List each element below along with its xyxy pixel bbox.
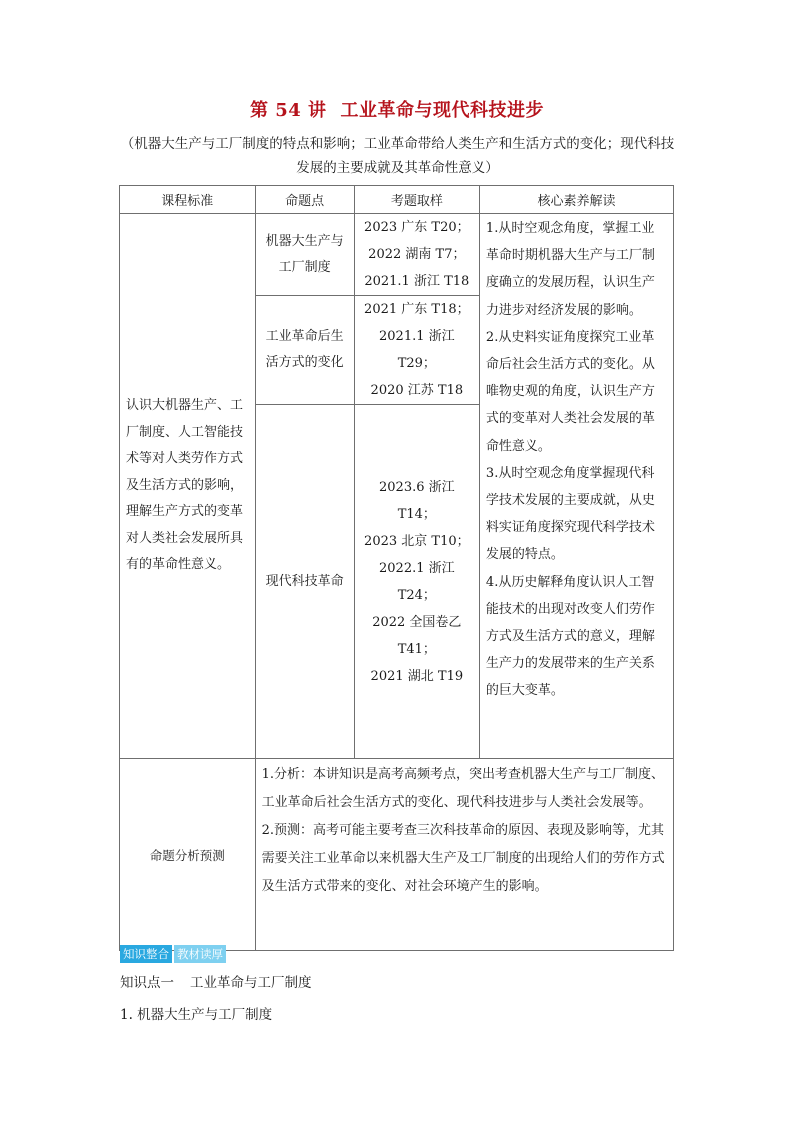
exam-sample: 2022 湖南 T7； — [368, 247, 466, 262]
analysis-paragraph: 1.分析：本讲知识是高考高频考点，突出考查机器大生产与工厂制度、工业革命后社会生活方式的变化、现代科技进步与人类社会发展等。 — [261, 767, 665, 810]
exam-samples — [354, 405, 479, 759]
subheading: 1. 机器大生产与工厂制度 — [120, 1007, 273, 1023]
section-tag-left: 知识整合 — [120, 945, 172, 963]
table-header-row — [120, 186, 674, 214]
table-row — [120, 214, 674, 296]
literacy-item: 2.从史料实证角度探究工业革命后社会生活方式的变化。从唯物史观的角度，认识生产方式的变革对人类社会发展的革命性意义。 — [485, 329, 655, 454]
proposition-point: 工业革命后生活方式的变化 — [255, 296, 354, 405]
exam-sample: 2023 北京 T10； — [364, 533, 470, 549]
exam-sample: 2021 广东 T18； — [364, 302, 470, 317]
section-tag — [120, 945, 226, 963]
knowledge-point-heading — [120, 971, 312, 991]
exam-sample: 2021.1 浙江 T18 — [364, 274, 470, 289]
column-header: 考题取样 — [354, 186, 479, 214]
analysis-paragraph: 2.预测：高考可能主要考查三次科技革命的原因、表现及影响等，尤其需要关注工业革命以来机器大生产及工厂制度的出现给人们的劳作方式及生活方式带来的变化、对社会环境产生的影响。 — [261, 823, 665, 894]
exam-samples — [354, 296, 479, 405]
knowledge-point-label: 知识点一 — [120, 975, 174, 991]
exam-sample: 2020 江苏 T18 — [370, 383, 464, 398]
lecture-title: 工业革命与现代科技进步 — [340, 100, 545, 121]
curriculum-table — [119, 185, 674, 951]
lecture-number: 第 54 讲 — [249, 100, 327, 121]
exam-samples — [354, 214, 479, 296]
exam-sample: 2022 全国卷乙 — [372, 614, 462, 630]
column-header: 核心素养解读 — [479, 186, 673, 214]
analysis-label: 命题分析预测 — [120, 759, 256, 951]
exam-sample: 2023.6 浙江 T14； — [379, 479, 455, 522]
literacy-item: 1.从时空观念角度，掌握工业革命时期机器大生产与工厂制度确立的发展历程，认识生产力进步对经济发展的影响。 — [485, 221, 655, 318]
analysis-row — [120, 759, 674, 951]
page-subtitle: （机器大生产与工厂制度的特点和影响；工业革命带给人类生产和生活方式的变化；现代科技发展的主要成就及其革命性意义） — [120, 136, 675, 176]
column-header: 课程标准 — [120, 186, 256, 214]
literacy-item: 3.从时空观念角度掌握现代科学技术发展的主要成就，从史料实证角度探究现代科学技术发展的特点。 — [485, 465, 655, 563]
section-tag-right: 教材读厚 — [174, 945, 226, 963]
core-literacy — [479, 214, 673, 759]
exam-sample: 2021 湖北 T19 — [370, 668, 464, 684]
analysis-content — [255, 759, 673, 951]
exam-sample: 2021.1 浙江 T29； — [379, 329, 455, 371]
exam-sample: 2022.1 浙江 T24； — [379, 560, 455, 603]
proposition-point: 机器大生产与工厂制度 — [255, 214, 354, 296]
exam-sample: T41； — [397, 641, 436, 657]
literacy-item: 4.从历史解释角度认识人工智能技术的出现对改变人们劳作方式及生活方式的意义，理解生产力的发展带来的生产关系的巨大变革。 — [485, 574, 655, 699]
column-header: 命题点 — [255, 186, 354, 214]
exam-sample: 2023 广东 T20； — [364, 220, 470, 235]
page-title — [0, 96, 794, 122]
curriculum-standard: 认识大机器生产、工厂制度、人工智能技术等对人类劳作方式及生活方式的影响，理解生产方式的变革对人类社会发展所具有的革命性意义。 — [120, 214, 256, 759]
proposition-point: 现代科技革命 — [255, 405, 354, 759]
knowledge-point-title: 工业革命与工厂制度 — [190, 975, 312, 991]
